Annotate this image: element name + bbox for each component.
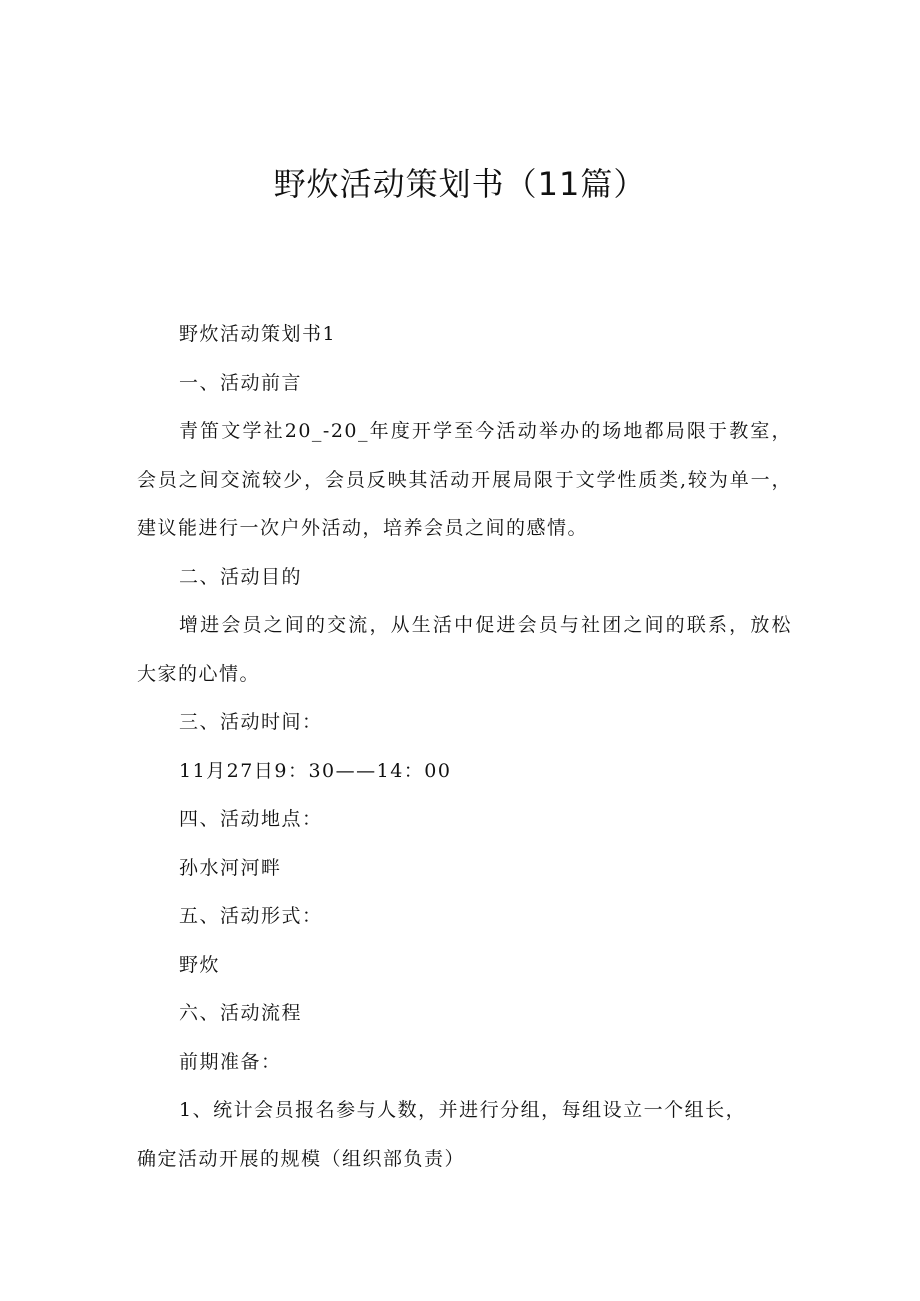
- paragraph-preparation: 前期准备：: [179, 1050, 282, 1073]
- paragraph-step-1-continued: 确定活动开展的规模（组织部负责）: [137, 1147, 466, 1170]
- document-title: 野炊活动策划书（11篇）: [273, 165, 647, 203]
- paragraph-section-preface: 一、活动前言: [179, 371, 303, 394]
- paragraph-format-text: 野炊: [179, 953, 221, 976]
- paragraph-heading-plan-1: 野炊活动策划书1: [179, 323, 337, 345]
- document-body: [137, 310, 792, 1183]
- paragraph-step-1: 1、统计会员报名参与人数，并进行分组，每组设立一个组长，: [179, 1099, 747, 1121]
- paragraph-section-time: 三、活动时间：: [179, 711, 323, 733]
- paragraph-purpose-text: 增进会员之间的交流，从生活中促进会员与社团之间的联系，放松大家的心情。: [137, 614, 792, 685]
- paragraph-section-purpose: 二、活动目的: [179, 565, 303, 588]
- paragraph-time-text: 11月27日9：30——14：00: [179, 759, 452, 782]
- paragraph-preface-text: 青笛文学社20_-20_年度开学至今活动举办的场地都局限于教室，会员之间交流较少，会员反映其活动开展局限于文学性质类,较为单一，建议能进行一次户外活动，培养会员之间的感情。: [137, 420, 792, 539]
- paragraph-location-text: 孙水河河畔: [179, 856, 282, 879]
- paragraph-section-process: 六、活动流程: [179, 1002, 303, 1024]
- paragraph-section-format: 五、活动形式：: [179, 905, 323, 927]
- paragraph-section-location: 四、活动地点：: [179, 808, 323, 830]
